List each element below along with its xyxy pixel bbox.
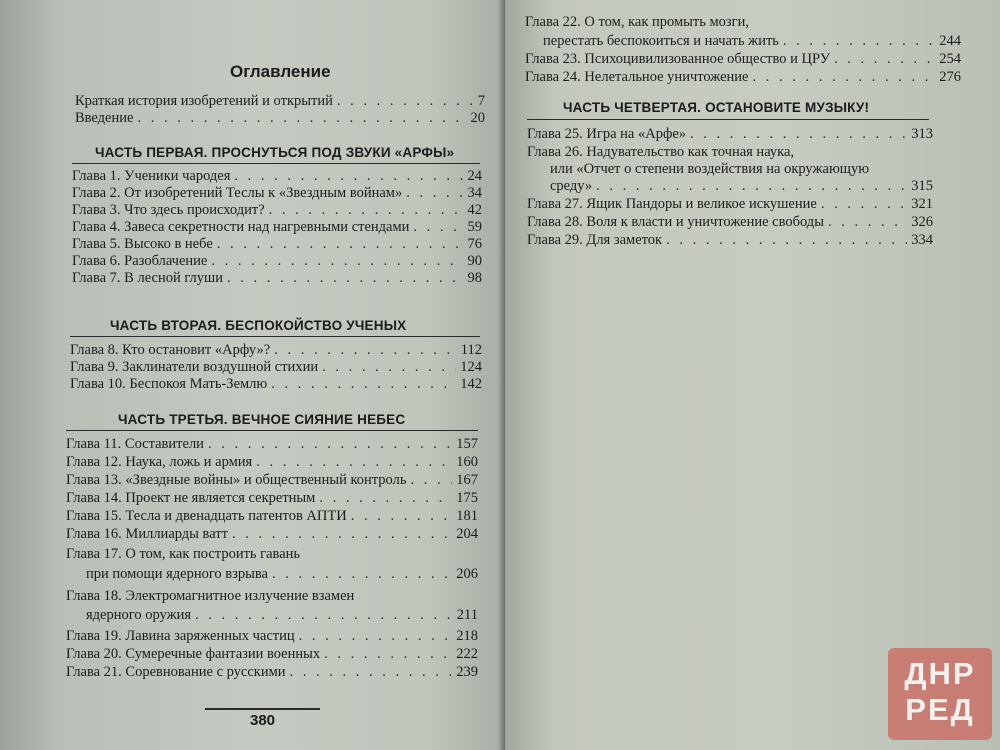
toc-entry-title: Глава 20. Сумеречные фантазии военных <box>66 646 321 662</box>
leader-dots <box>208 436 452 453</box>
toc-entry-title: Глава 13. «Звездные войны» и общественный контроль <box>66 472 407 488</box>
toc-entry <box>66 664 478 681</box>
toc-entry-title: Глава 27. Ящик Пандоры и великое искушение <box>527 196 817 212</box>
leader-dots <box>234 168 463 185</box>
toc-heading: Оглавление <box>230 62 331 81</box>
part-rule <box>72 163 480 164</box>
toc-entry-page: 315 <box>911 178 933 194</box>
toc-entry <box>72 270 482 287</box>
part-heading: ЧАСТЬ ЧЕТВЕРТАЯ. ОСТАНОВИТЕ МУЗЫКУ! <box>563 100 870 115</box>
leader-dots <box>828 214 907 231</box>
toc-entry-page: 181 <box>456 508 478 524</box>
toc-entry-title: Глава 2. От изобретений Теслы к «Звездным войнам» <box>72 185 403 201</box>
toc-entry-page: 313 <box>911 126 933 142</box>
toc-entry <box>527 196 933 213</box>
leader-dots <box>256 454 452 471</box>
toc-entry <box>70 342 482 359</box>
toc-entry <box>66 526 478 543</box>
toc-entry-title: Глава 23. Психоцивилизованное общество и ЦРУ <box>525 51 830 67</box>
toc-entry-continuation: или «Отчет о степени воздействия на окружающую <box>550 161 870 177</box>
toc-entry-title: Глава 18. Электромагнитное излучение взамен <box>66 588 355 604</box>
leader-dots <box>596 178 907 195</box>
leader-dots <box>690 126 907 143</box>
toc-entry <box>72 202 482 219</box>
toc-entry-title: Глава 24. Нелетальное уничтожение <box>525 69 749 85</box>
toc-entry <box>66 454 478 471</box>
toc-entry-continuation: среду» <box>550 178 593 194</box>
leader-dots <box>666 232 907 249</box>
toc-entry <box>66 628 478 645</box>
watermark-line: ДНР <box>904 656 976 691</box>
toc-entry-title: Глава 15. Тесла и двенадцать патентов АПТИ <box>66 508 347 524</box>
toc-entry-title: Глава 16. Миллиарды ватт <box>66 526 228 542</box>
part-rule <box>66 430 478 431</box>
toc-entry <box>66 508 478 525</box>
leader-dots <box>217 236 464 253</box>
leader-dots <box>821 196 907 213</box>
leader-dots <box>299 628 453 645</box>
right-page <box>505 0 1000 750</box>
toc-entry-title: Глава 3. Что здесь происходит? <box>72 202 265 218</box>
part-rule <box>527 119 929 120</box>
folio-rule <box>205 708 320 710</box>
toc-entry <box>72 185 482 202</box>
toc-entry-title: Глава 22. О том, как промыть мозги, <box>525 14 749 30</box>
toc-entry-page: 211 <box>456 607 478 623</box>
leader-dots <box>834 51 935 68</box>
leader-dots <box>271 376 456 393</box>
leader-dots <box>319 490 452 507</box>
toc-entry-page: 239 <box>456 664 478 680</box>
toc-entry-title: Глава 17. О том, как построить гавань <box>66 546 301 562</box>
part-heading: ЧАСТЬ ПЕРВАЯ. ПРОСНУТЬСЯ ПОД ЗВУКИ «АРФЫ» <box>95 145 455 160</box>
toc-entry-page: 254 <box>939 51 961 67</box>
toc-entry <box>72 219 482 236</box>
toc-entry-continuation: ядерного оружия <box>86 607 192 623</box>
toc-entry-page: 204 <box>456 526 478 542</box>
toc-entry-page: 142 <box>460 376 482 392</box>
leader-dots <box>410 472 452 489</box>
toc-entry-page: 112 <box>460 342 482 358</box>
leader-dots <box>413 219 463 236</box>
toc-entry-title: Краткая история изобретений и открытий <box>75 93 333 109</box>
toc-entry-page: 334 <box>911 232 933 248</box>
leader-dots <box>272 566 452 583</box>
toc-entry-title: Глава 8. Кто остановит «Арфу»? <box>70 342 271 358</box>
toc-entry-page: 76 <box>467 236 482 252</box>
toc-entry <box>70 359 482 376</box>
leader-dots <box>137 110 466 127</box>
toc-entry <box>525 69 961 86</box>
toc-entry-title: Глава 28. Воля к власти и уничтожение свободы <box>527 214 824 230</box>
leader-dots <box>351 508 453 525</box>
toc-entry-page: 42 <box>467 202 482 218</box>
toc-entry <box>72 236 482 253</box>
leader-dots <box>227 270 464 287</box>
leader-dots <box>211 253 463 270</box>
toc-entry-page: 222 <box>456 646 478 662</box>
toc-entry-title: Глава 29. Для заметок <box>527 232 663 248</box>
toc-entry-page: 20 <box>470 110 485 126</box>
toc-entry-page: 321 <box>911 196 933 212</box>
toc-entry <box>66 436 478 453</box>
leader-dots <box>195 607 453 624</box>
leader-dots <box>753 69 936 86</box>
toc-entry <box>86 607 478 624</box>
toc-entry-title: Глава 11. Составители <box>66 436 204 452</box>
toc-entry <box>72 253 482 270</box>
toc-entry <box>527 214 933 231</box>
part-rule <box>70 336 480 337</box>
leader-dots <box>269 202 464 219</box>
toc-entry-page: 276 <box>939 69 961 85</box>
part-heading: ЧАСТЬ ТРЕТЬЯ. ВЕЧНОЕ СИЯНИЕ НЕБЕС <box>118 412 406 427</box>
toc-entry <box>543 33 961 50</box>
leader-dots <box>337 93 474 110</box>
toc-entry-title: Глава 9. Заклинатели воздушной стихии <box>70 359 319 375</box>
leader-dots <box>783 33 935 50</box>
toc-entry-title: Глава 5. Высоко в небе <box>72 236 213 252</box>
toc-entry-page: 157 <box>456 436 478 452</box>
toc-entry <box>70 376 482 393</box>
leader-dots <box>274 342 457 359</box>
toc-entry-page: 90 <box>467 253 482 269</box>
toc-entry-title: Глава 25. Игра на «Арфе» <box>527 126 687 142</box>
toc-entry-title: Глава 6. Разоблачение <box>72 253 208 269</box>
toc-entry <box>66 490 478 507</box>
toc-entry <box>527 126 933 143</box>
toc-entry-page: 7 <box>477 93 485 109</box>
toc-entry-title: Глава 12. Наука, ложь и армия <box>66 454 253 470</box>
toc-entry-continuation: перестать беспокоиться и начать жить <box>543 33 779 49</box>
toc-entry-title: Введение <box>75 110 134 126</box>
leader-dots <box>324 646 452 663</box>
toc-entry-page: 59 <box>467 219 482 235</box>
toc-entry <box>86 566 478 583</box>
toc-entry <box>550 178 933 195</box>
toc-entry <box>75 110 485 127</box>
toc-entry <box>525 51 961 68</box>
toc-entry-continuation: при помощи ядерного взрыва <box>86 566 268 582</box>
toc-entry-page: 167 <box>456 472 478 488</box>
watermark-logo <box>888 648 992 740</box>
toc-entry-page: 160 <box>456 454 478 470</box>
toc-entry-title: Глава 19. Лавина заряженных частиц <box>66 628 295 644</box>
leader-dots <box>290 664 453 681</box>
leader-dots <box>406 185 463 202</box>
toc-entry-page: 218 <box>456 628 478 644</box>
toc-entry-page: 206 <box>456 566 478 582</box>
toc-entry <box>72 168 482 185</box>
toc-entry-title: Глава 7. В лесной глуши <box>72 270 223 286</box>
toc-entry-page: 124 <box>460 359 482 375</box>
watermark-line: РЕД <box>905 692 975 727</box>
toc-entry-title: Глава 14. Проект не является секретным <box>66 490 316 506</box>
toc-entry <box>66 472 478 489</box>
part-heading: ЧАСТЬ ВТОРАЯ. БЕСПОКОЙСТВО УЧЕНЫХ <box>110 318 407 333</box>
toc-entry <box>75 93 485 110</box>
leader-dots <box>322 359 456 376</box>
toc-entry-title: Глава 21. Соревнование с русскими <box>66 664 286 680</box>
page-number: 380 <box>250 712 276 729</box>
toc-entry-title: Глава 26. Надувательство как точная наука, <box>527 144 795 160</box>
toc-entry <box>66 646 478 663</box>
toc-entry-page: 34 <box>467 185 482 201</box>
toc-entry-page: 98 <box>467 270 482 286</box>
toc-entry-page: 175 <box>456 490 478 506</box>
leader-dots <box>232 526 452 543</box>
toc-entry-page: 326 <box>911 214 933 230</box>
toc-entry-title: Глава 4. Завеса секретности над нагревными стендами <box>72 219 410 235</box>
toc-entry-page: 244 <box>939 33 961 49</box>
toc-entry <box>527 232 933 249</box>
toc-entry-title: Глава 10. Беспокоя Мать-Землю <box>70 376 268 392</box>
toc-entry-page: 24 <box>467 168 482 184</box>
toc-entry-title: Глава 1. Ученики чародея <box>72 168 231 184</box>
